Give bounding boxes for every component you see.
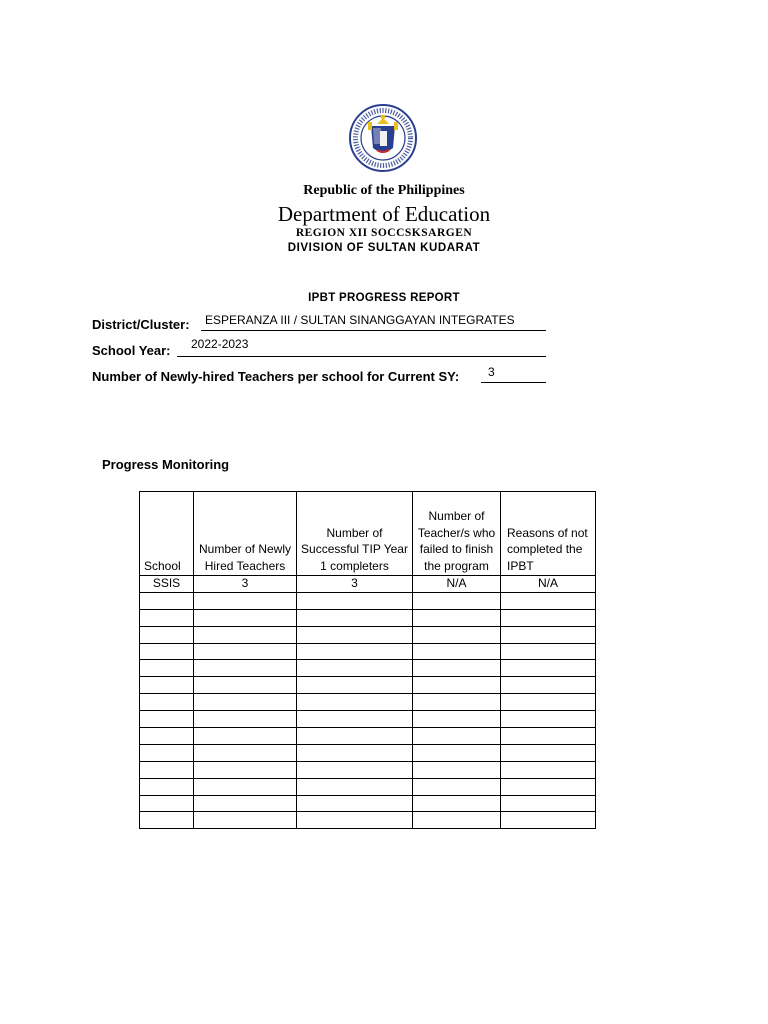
- failed-cell[interactable]: [413, 609, 501, 626]
- failed-cell[interactable]: [413, 778, 501, 795]
- newly-hired-cell[interactable]: [194, 694, 297, 711]
- successful-tip-cell[interactable]: [297, 711, 413, 728]
- successful-tip-cell[interactable]: 3: [297, 576, 413, 593]
- newly-hired-cell[interactable]: [194, 660, 297, 677]
- department-heading: Department of Education: [277, 202, 491, 226]
- column-header-newly-hired: Number of Newly Hired Teachers: [194, 492, 297, 576]
- newly-hired-cell[interactable]: [194, 812, 297, 829]
- successful-tip-cell[interactable]: [297, 795, 413, 812]
- table-row: [140, 592, 596, 609]
- newly-hired-cell[interactable]: [194, 778, 297, 795]
- reasons-cell[interactable]: [501, 677, 596, 694]
- failed-cell[interactable]: [413, 660, 501, 677]
- newly-hired-cell[interactable]: [194, 677, 297, 694]
- successful-tip-cell[interactable]: [297, 744, 413, 761]
- failed-cell[interactable]: [413, 592, 501, 609]
- region-heading: REGION XII SOCCSKSARGEN: [295, 227, 473, 239]
- newly-hired-cell[interactable]: [194, 711, 297, 728]
- progress-monitoring-heading: Progress Monitoring: [102, 457, 230, 472]
- table-row: [140, 609, 596, 626]
- newly-hired-cell[interactable]: [194, 728, 297, 745]
- school-cell[interactable]: [140, 728, 194, 745]
- successful-tip-cell[interactable]: [297, 694, 413, 711]
- report-title: IPBT PROGRESS REPORT: [308, 292, 460, 304]
- division-heading: DIVISION OF SULTAN KUDARAT: [287, 242, 481, 254]
- school-cell[interactable]: [140, 711, 194, 728]
- reasons-cell[interactable]: [501, 592, 596, 609]
- failed-cell[interactable]: [413, 626, 501, 643]
- table-row: [140, 711, 596, 728]
- newly-hired-cell[interactable]: [194, 609, 297, 626]
- table-row: [140, 694, 596, 711]
- newly-hired-label: Number of Newly-hired Teachers per school for Current SY:: [92, 369, 460, 384]
- failed-cell[interactable]: [413, 744, 501, 761]
- failed-cell[interactable]: [413, 812, 501, 829]
- school-cell[interactable]: [140, 643, 194, 660]
- table-header-row: [140, 492, 596, 576]
- table-row: [140, 677, 596, 694]
- reasons-cell[interactable]: [501, 711, 596, 728]
- column-header-school: School: [140, 492, 194, 576]
- school-cell[interactable]: [140, 795, 194, 812]
- reasons-cell[interactable]: [501, 744, 596, 761]
- school-cell[interactable]: [140, 626, 194, 643]
- reasons-cell[interactable]: [501, 660, 596, 677]
- reasons-cell[interactable]: [501, 812, 596, 829]
- successful-tip-cell[interactable]: [297, 677, 413, 694]
- failed-cell[interactable]: [413, 711, 501, 728]
- table-row: [140, 660, 596, 677]
- school-cell[interactable]: [140, 778, 194, 795]
- reasons-cell[interactable]: [501, 795, 596, 812]
- table-row: [140, 626, 596, 643]
- newly-hired-value[interactable]: 3: [488, 365, 495, 379]
- successful-tip-cell[interactable]: [297, 643, 413, 660]
- school-cell[interactable]: [140, 694, 194, 711]
- successful-tip-cell[interactable]: [297, 728, 413, 745]
- table-row: [140, 576, 596, 593]
- failed-cell[interactable]: [413, 795, 501, 812]
- school-cell[interactable]: [140, 609, 194, 626]
- newly-hired-cell[interactable]: [194, 592, 297, 609]
- successful-tip-cell[interactable]: [297, 626, 413, 643]
- table-row: [140, 761, 596, 778]
- progress-monitoring-table: [139, 491, 596, 829]
- newly-hired-cell[interactable]: [194, 761, 297, 778]
- successful-tip-cell[interactable]: [297, 609, 413, 626]
- school-cell[interactable]: SSIS: [140, 576, 194, 593]
- successful-tip-cell[interactable]: [297, 592, 413, 609]
- school-cell[interactable]: [140, 592, 194, 609]
- table-row: [140, 778, 596, 795]
- table-row: [140, 744, 596, 761]
- reasons-cell[interactable]: [501, 778, 596, 795]
- school-cell[interactable]: [140, 677, 194, 694]
- reasons-cell[interactable]: [501, 694, 596, 711]
- column-header-failed: Number of Teacher/s who failed to finish the program: [413, 492, 501, 576]
- failed-cell[interactable]: [413, 643, 501, 660]
- reasons-cell[interactable]: N/A: [501, 576, 596, 593]
- school-cell[interactable]: [140, 812, 194, 829]
- newly-hired-underline: [481, 382, 546, 383]
- failed-cell[interactable]: [413, 694, 501, 711]
- reasons-cell[interactable]: [501, 643, 596, 660]
- republic-heading: Republic of the Philippines: [303, 183, 465, 198]
- school-cell[interactable]: [140, 660, 194, 677]
- successful-tip-cell[interactable]: [297, 778, 413, 795]
- table-row: [140, 728, 596, 745]
- district-underline: [201, 330, 546, 331]
- table-row: [140, 795, 596, 812]
- school-year-label: School Year:: [92, 343, 171, 358]
- column-header-successful-tip: Number of Successful TIP Year 1 completers: [297, 492, 413, 576]
- school-cell[interactable]: [140, 744, 194, 761]
- failed-cell[interactable]: N/A: [413, 576, 501, 593]
- district-label: District/Cluster:: [92, 317, 190, 332]
- table-row: [140, 643, 596, 660]
- newly-hired-cell[interactable]: [194, 744, 297, 761]
- deped-seal-logo: [337, 104, 429, 172]
- failed-cell[interactable]: [413, 677, 501, 694]
- successful-tip-cell[interactable]: [297, 812, 413, 829]
- district-value[interactable]: ESPERANZA III / SULTAN SINANGGAYAN INTEGRATES: [205, 313, 515, 327]
- failed-cell[interactable]: [413, 761, 501, 778]
- reasons-cell[interactable]: [501, 626, 596, 643]
- reasons-cell[interactable]: [501, 761, 596, 778]
- school-cell[interactable]: [140, 761, 194, 778]
- failed-cell[interactable]: [413, 728, 501, 745]
- successful-tip-cell[interactable]: [297, 761, 413, 778]
- school-year-underline: [177, 356, 546, 357]
- reasons-cell[interactable]: [501, 609, 596, 626]
- reasons-cell[interactable]: [501, 728, 596, 745]
- school-year-value[interactable]: 2022-2023: [191, 337, 249, 351]
- table-row: [140, 812, 596, 829]
- newly-hired-cell[interactable]: 3: [194, 576, 297, 593]
- newly-hired-cell[interactable]: [194, 795, 297, 812]
- newly-hired-cell[interactable]: [194, 643, 297, 660]
- column-header-reasons: Reasons of not completed the IPBT: [501, 492, 596, 576]
- newly-hired-cell[interactable]: [194, 626, 297, 643]
- successful-tip-cell[interactable]: [297, 660, 413, 677]
